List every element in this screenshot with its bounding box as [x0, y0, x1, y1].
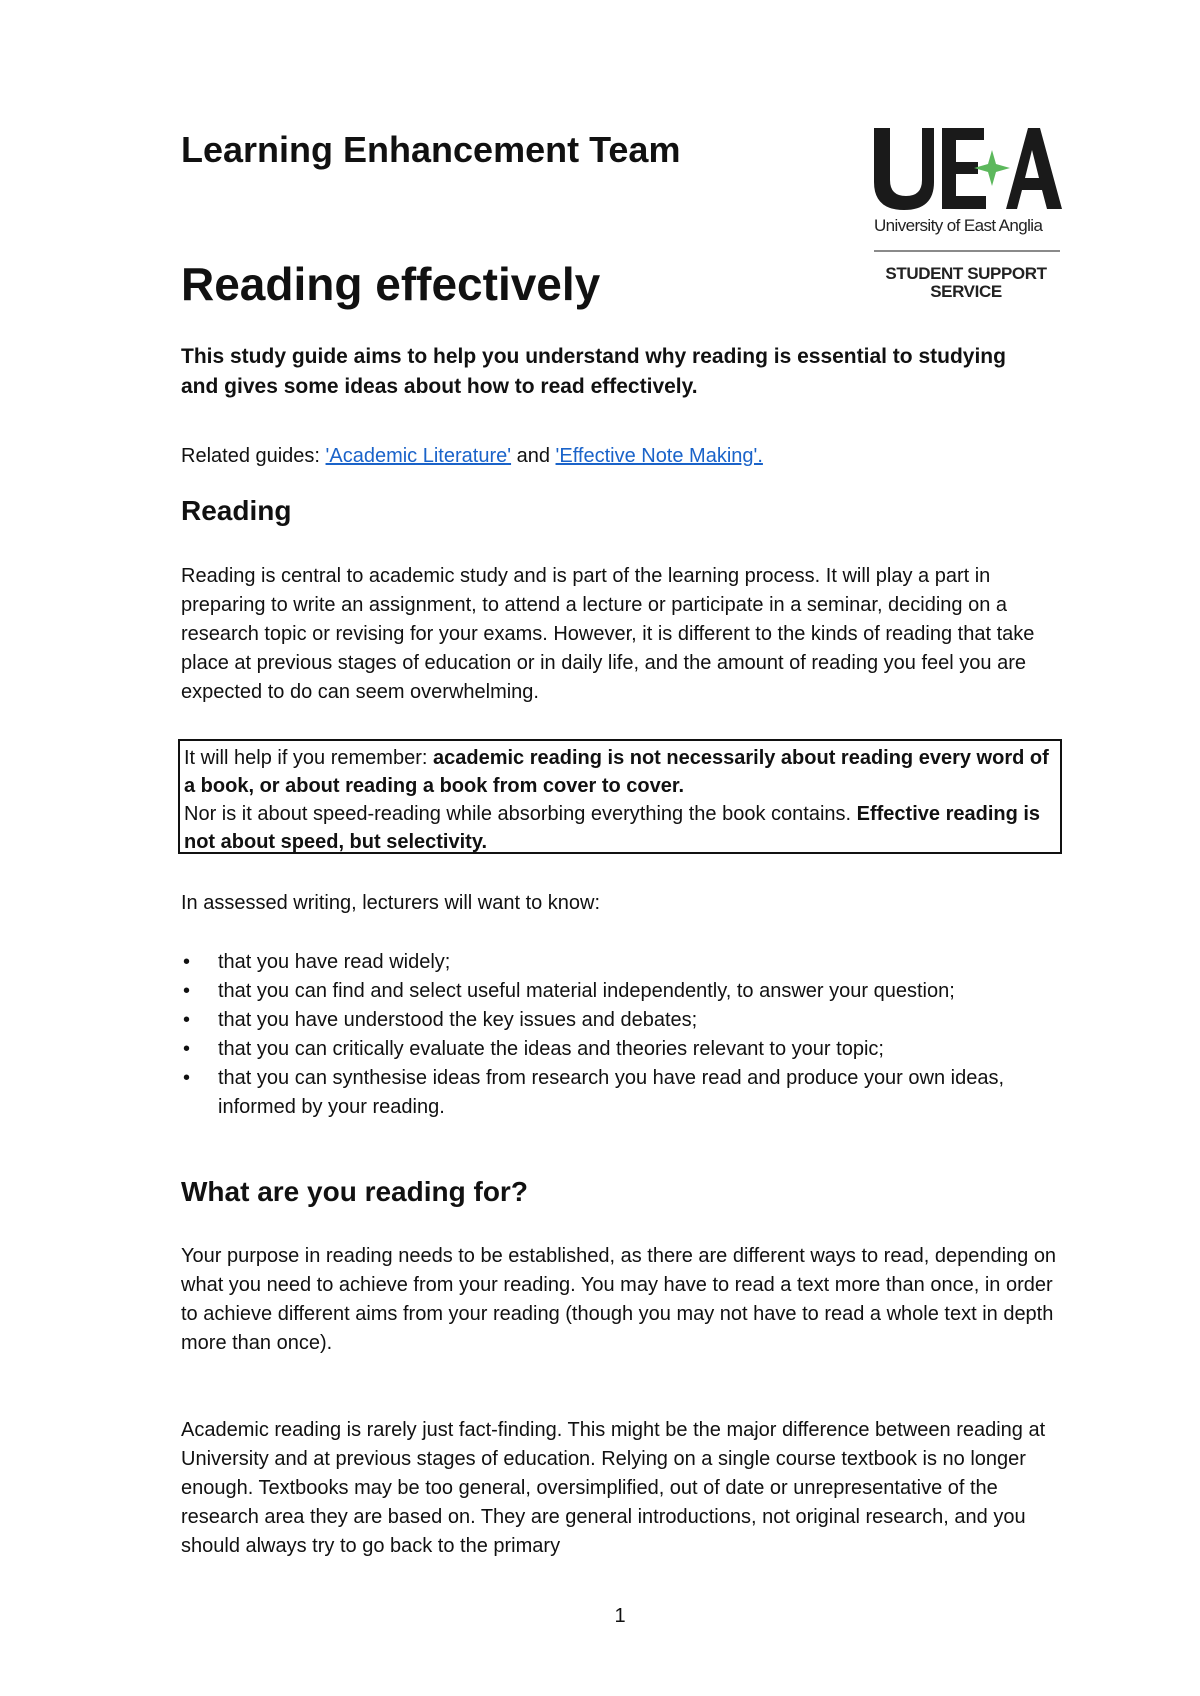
list-item-text: that you have understood the key issues and debates;	[218, 1009, 698, 1031]
bullet-icon: •	[183, 951, 191, 973]
related-prefix: Related guides:	[181, 445, 326, 467]
logo-university-name: University of East Anglia	[874, 216, 1043, 235]
team-title: Learning Enhancement Team	[181, 129, 681, 170]
callout-box	[178, 739, 1062, 854]
heading-reading: Reading	[181, 495, 292, 526]
purpose-paragraph: Your purpose in reading needs to be established, as there are different ways to read, depending on what you need to achieve from your reading. You may have to read a text more than once, in order to achieve different aims from your reading (though you may not have to read a whole text in depth more than once).	[181, 1245, 1057, 1354]
reading-paragraph: Reading is central to academic study and is part of the learning process. It will play a part in preparing to write an assignment, to attend a lecture or participate in a seminar, deciding on a research topic or revising for your exams. However, it is different to the kinds of reading that take place at previous stages of education or in daily life, and the amount of reading you feel you are expected to do can seem overwhelming.	[181, 565, 1035, 703]
link-academic-literature[interactable]: 'Academic Literature'	[325, 445, 512, 467]
document-title: Reading effectively	[181, 258, 601, 310]
callout-text-2: Nor is it about speed-reading while absorbing everything the book contains.	[184, 803, 857, 825]
list-item-text: that you have read widely;	[218, 951, 451, 973]
list-item	[181, 977, 1061, 1006]
link-effective-note-making[interactable]: 'Effective Note Making'.	[555, 445, 763, 467]
bullet-icon: •	[183, 1067, 191, 1089]
list-item-text: that you can find and select useful material independently, to answer your question;	[218, 980, 955, 1002]
list-item	[181, 1006, 1061, 1035]
bullet-icon: •	[183, 1009, 191, 1031]
bullet-icon: •	[183, 980, 191, 1002]
logo-service-line2: SERVICE	[930, 282, 1002, 301]
uea-logo	[872, 124, 1072, 304]
list-item-text: that you can critically evaluate the ideas and theories relevant to your topic;	[218, 1038, 884, 1060]
logo-service-line1: STUDENT SUPPORT	[885, 264, 1047, 283]
logo-divider	[874, 250, 1060, 252]
intro-summary: This study guide aims to help you understand why reading is essential to studying and gives some ideas about how to read effectively.	[181, 345, 1006, 398]
related-middle: and	[511, 445, 556, 467]
list-item	[181, 1064, 1061, 1122]
callout-bold-1: academic reading is not necessarily about reading every word of a book, or about reading a book from cover to cover.	[184, 747, 1049, 797]
heading-what-reading-for: What are you reading for?	[181, 1176, 528, 1207]
related-guides	[181, 442, 1031, 470]
callout-bold-2: Effective reading is not about speed, but selectivity.	[184, 803, 1041, 853]
list-item	[181, 948, 1061, 977]
bullet-icon: •	[183, 1038, 191, 1060]
bullet-list	[181, 948, 1061, 1122]
list-item-text: that you can synthesise ideas from research you have read and produce your own ideas, informed by your reading.	[218, 1067, 1005, 1118]
list-item	[181, 1035, 1061, 1064]
uea-logo-mark	[872, 124, 1062, 214]
academic-reading-paragraph: Academic reading is rarely just fact-finding. This might be the major difference between reading at University and at previous stages of education. Relying on a single course textbook is no longer enough. Textbooks may be too general, oversimplified, out of date or unrepresentative of the research area they are based on. They are general introductions, not original research, and you should always try to go back to the primary	[181, 1419, 1046, 1557]
assessed-lead: In assessed writing, lecturers will want to know:	[181, 892, 601, 914]
page-number: 1	[614, 1605, 626, 1627]
callout-text-1: It will help if you remember:	[184, 747, 433, 769]
